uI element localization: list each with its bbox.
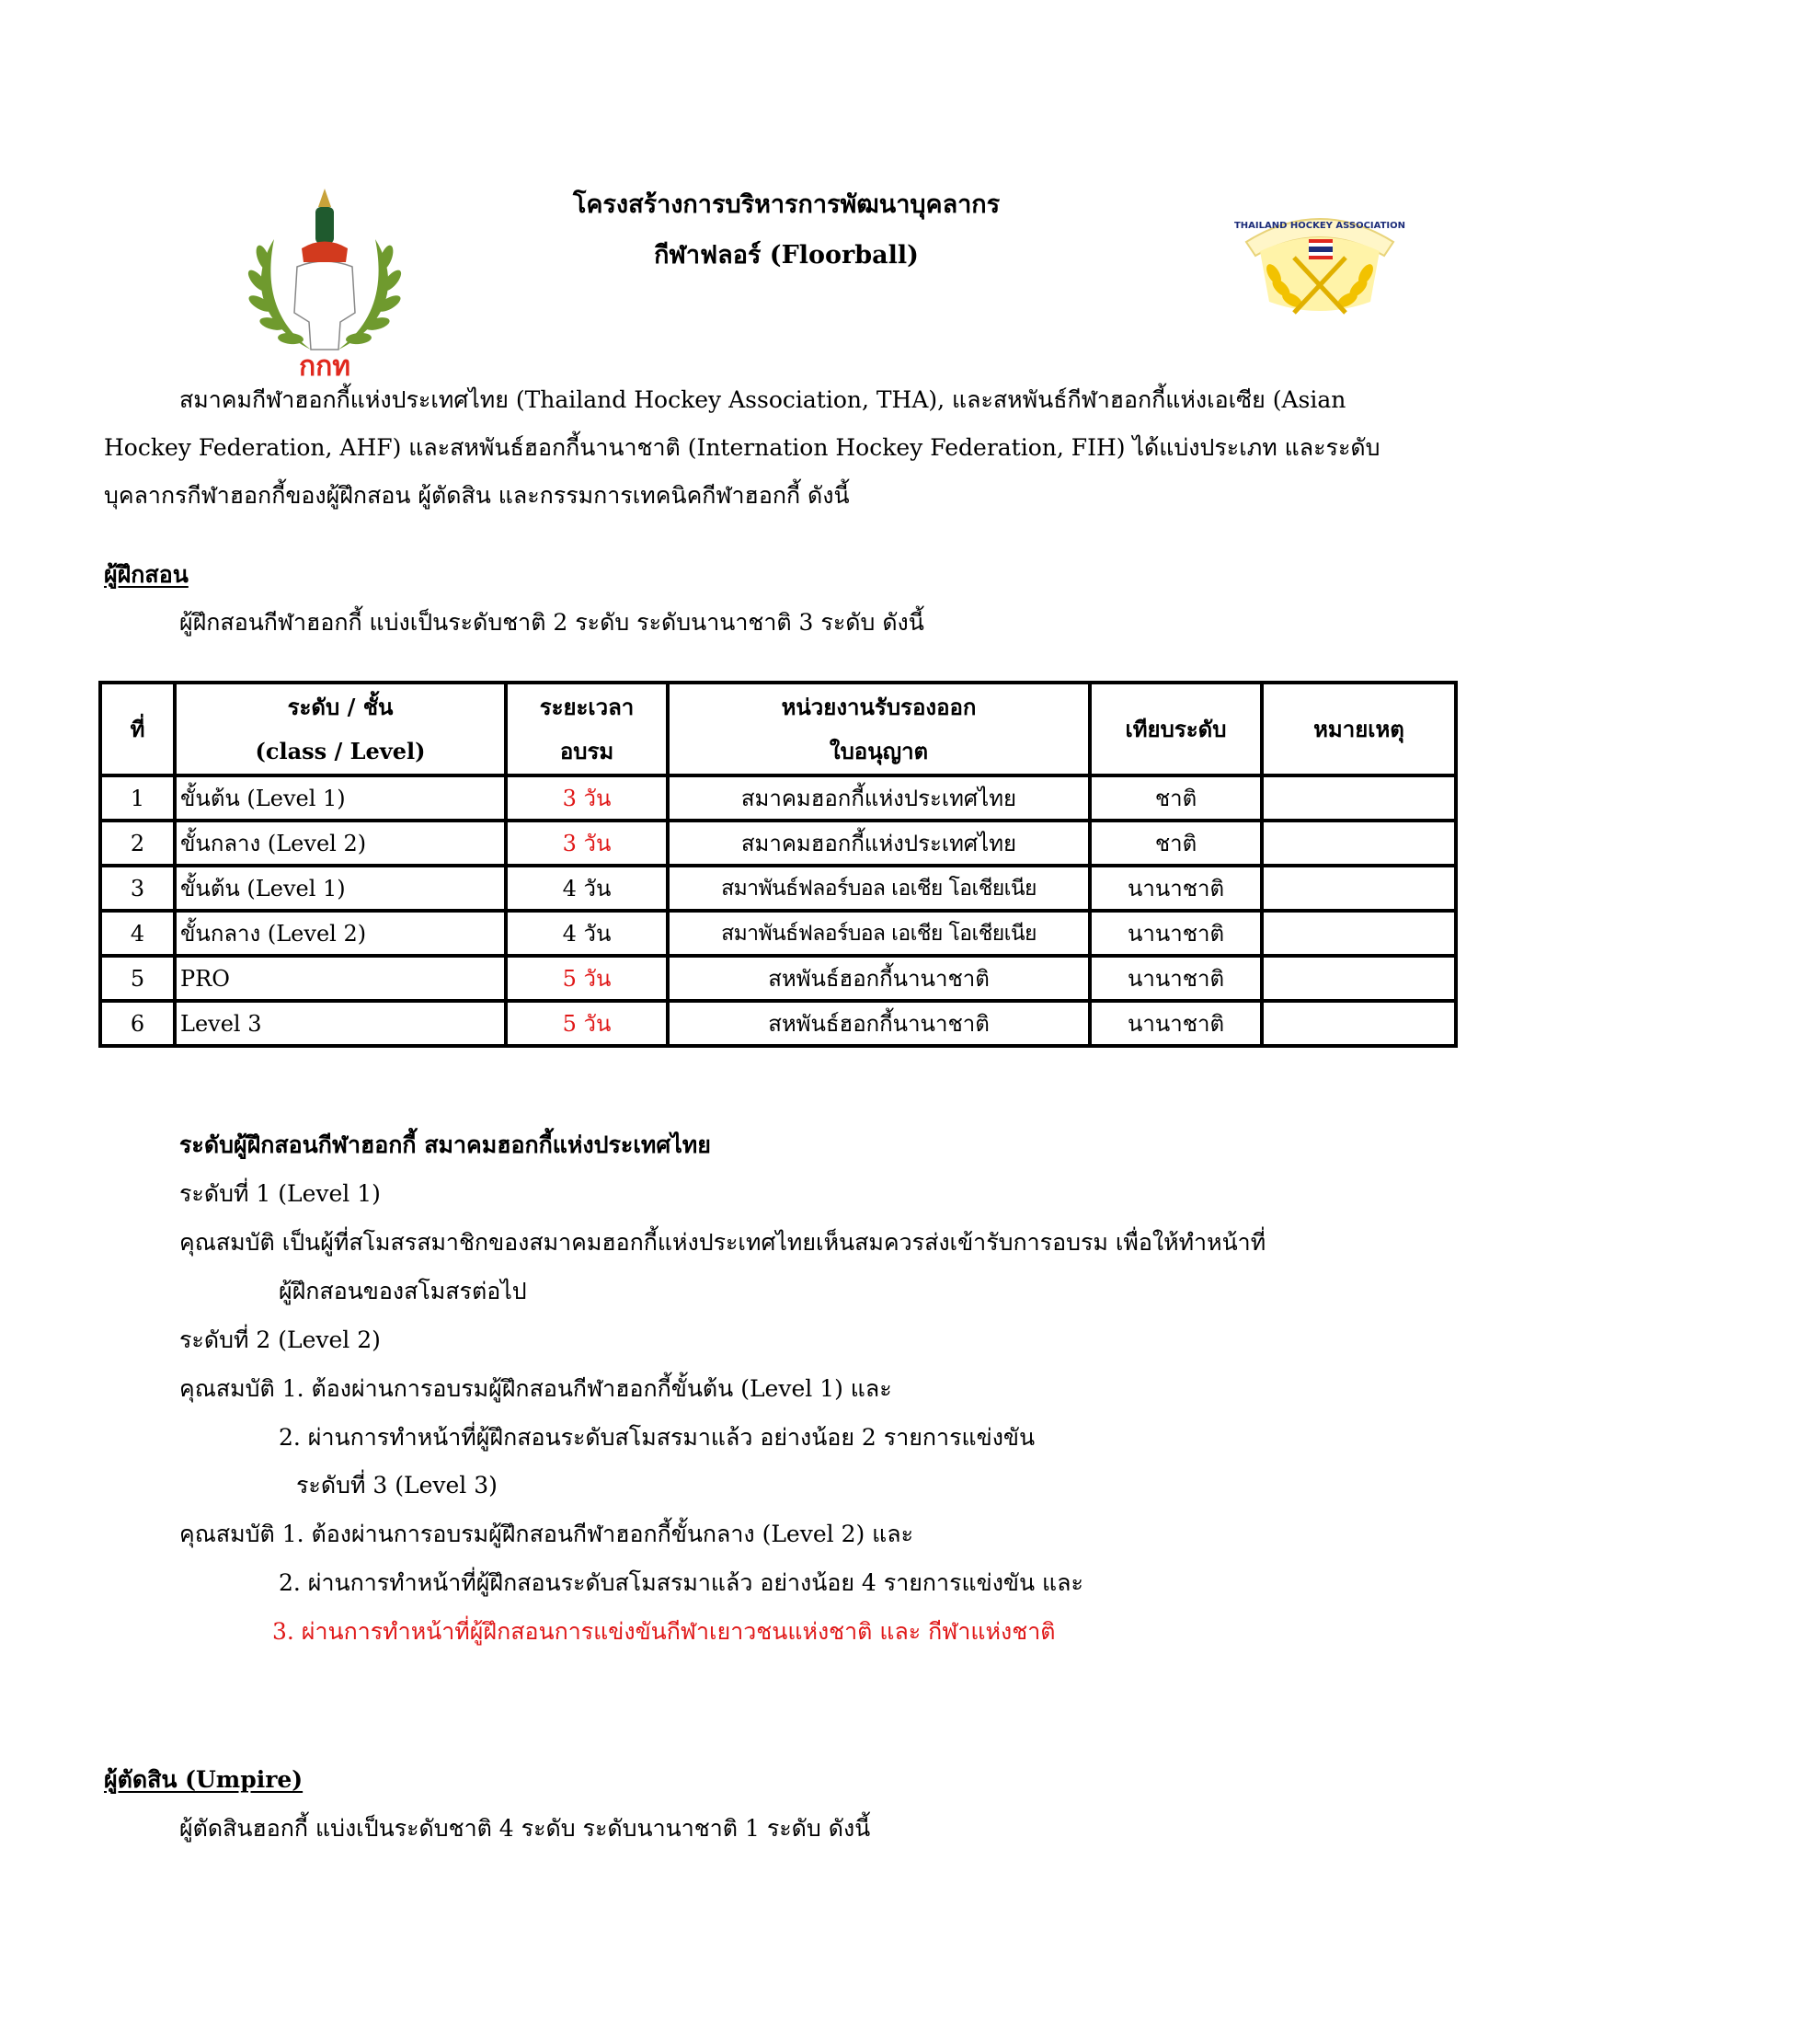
coach-levels-table	[98, 681, 1458, 1048]
cell-level: PRO	[175, 956, 506, 1001]
header-level-line1: ระดับ / ชั้น	[287, 693, 394, 720]
cell-agency: สมาพันธ์ฟลอร์บอล เอเชีย โอเชียเนีย	[668, 866, 1090, 911]
cell-no: 3	[100, 866, 175, 911]
cell-no: 1	[100, 775, 175, 821]
header-duration-line2: อบรม	[559, 737, 614, 764]
level3-qualification-2: 2. ผ่านการทำหน้าที่ผู้ฝึกสอนระดับสโมสรมาแล้ว อย่างน้อย 4 รายการแข่งขัน และ	[279, 1569, 1083, 1596]
umpire-heading: ผู้ตัดสิน (Umpire)	[104, 1766, 304, 1793]
cell-agency: สมาพันธ์ฟลอร์บอล เอเชีย โอเชียเนีย	[668, 911, 1090, 956]
level2-title: ระดับที่ 2 (Level 2)	[179, 1326, 381, 1353]
cell-equivalent: นานาชาติ	[1090, 866, 1262, 911]
cell-remark	[1262, 911, 1456, 956]
cell-remark	[1262, 866, 1456, 911]
intro-line-1: สมาคมกีฬาฮอกกี้แห่งประเทศไทย (Thailand Hockey Association, THA), และสหพันธ์กีฬาฮอกกี้แห่งเอเซีย (Asian	[179, 386, 1346, 413]
cell-duration: 3 วัน	[506, 821, 668, 866]
page-subtitle: กีฬาฟลอร์ (Floorball)	[654, 241, 919, 270]
level1-qualification-line2: ผู้ฝึกสอนของสโมสรต่อไป	[279, 1278, 527, 1304]
cell-level: ขั้นกลาง (Level 2)	[175, 911, 506, 956]
level1-title: ระดับที่ 1 (Level 1)	[179, 1180, 381, 1207]
umpire-summary: ผู้ตัดสินฮอกกี้ แบ่งเป็นระดับชาติ 4 ระดับ ระดับนานาชาติ 1 ระดับ ดังนี้	[179, 1815, 871, 1842]
cell-equivalent: นานาชาติ	[1090, 911, 1262, 956]
cell-no: 5	[100, 956, 175, 1001]
header-agency-line1: หน่วยงานรับรองออก	[781, 693, 977, 720]
header-no: ที่	[100, 683, 175, 775]
cell-level: ขั้นต้น (Level 1)	[175, 775, 506, 821]
cell-duration: 4 วัน	[506, 911, 668, 956]
header-level-line2: (class / Level)	[255, 737, 426, 764]
table-row	[100, 1001, 1456, 1046]
cell-remark	[1262, 775, 1456, 821]
header-remark: หมายเหตุ	[1262, 683, 1456, 775]
cell-agency: สมาคมฮอกกี้แห่งประเทศไทย	[668, 775, 1090, 821]
header-equivalent: เทียบระดับ	[1090, 683, 1262, 775]
levels-heading: ระดับผู้ฝึกสอนกีฬาฮอกกี้ สมาคมฮอกกี้แห่งประเทศไทย	[179, 1131, 711, 1158]
level1-qualification-line1: คุณสมบัติ เป็นผู้ที่สโมสรสมาชิกของสมาคมฮอกกี้แห่งประเทศไทยเห็นสมควรส่งเข้ารับการอบรม เพื่อให้ทำหน้าที่	[179, 1229, 1266, 1256]
page-title: โครงสร้างการบริหารการพัฒนาบุคลากร	[572, 190, 1001, 219]
cell-duration: 3 วัน	[506, 775, 668, 821]
header-agency-line2: ใบอนุญาต	[829, 737, 929, 764]
cell-level: ขั้นต้น (Level 1)	[175, 866, 506, 911]
cell-agency: สหพันธ์ฮอกกี้นานาชาติ	[668, 1001, 1090, 1046]
tha-logo-text: THAILAND HOCKEY ASSOCIATION	[1233, 221, 1406, 231]
cell-duration: 4 วัน	[506, 866, 668, 911]
sat-logo	[246, 184, 403, 382]
table-row	[100, 911, 1456, 956]
table-row	[100, 956, 1456, 1001]
level3-qualification-3: 3. ผ่านการทำหน้าที่ผู้ฝึกสอนการแข่งขันกีฬาเยาวชนแห่งชาติ และ กีฬาแห่งชาติ	[272, 1618, 1056, 1645]
level3-qualification-1: คุณสมบัติ 1. ต้องผ่านการอบรมผู้ฝึกสอนกีฬาฮอกกี้ขั้นกลาง (Level 2) และ	[179, 1521, 914, 1547]
cell-no: 4	[100, 911, 175, 956]
table-row	[100, 866, 1456, 911]
cell-no: 2	[100, 821, 175, 866]
cell-equivalent: นานาชาติ	[1090, 1001, 1262, 1046]
header-duration-line1: ระยะเวลา	[539, 693, 635, 720]
cell-equivalent: นานาชาติ	[1090, 956, 1262, 1001]
level3-title: ระดับที่ 3 (Level 3)	[296, 1472, 498, 1499]
table-row	[100, 775, 1456, 821]
intro-line-3: บุคลากรกีฬาฮอกกี้ของผู้ฝึกสอน ผู้ตัดสิน และกรรมการเทคนิคกีฬาฮอกกี้ ดังนี้	[104, 482, 850, 509]
table-header-row	[100, 683, 1456, 775]
table-row	[100, 821, 1456, 866]
level2-qualification-1: คุณสมบัติ 1. ต้องผ่านการอบรมผู้ฝึกสอนกีฬาฮอกกี้ขั้นต้น (Level 1) และ	[179, 1375, 892, 1402]
cell-level: ขั้นกลาง (Level 2)	[175, 821, 506, 866]
coach-summary: ผู้ฝึกสอนกีฬาฮอกกี้ แบ่งเป็นระดับชาติ 2 ระดับ ระดับนานาชาติ 3 ระดับ ดังนี้	[179, 609, 924, 636]
level2-qualification-2: 2. ผ่านการทำหน้าที่ผู้ฝึกสอนระดับสโมสรมาแล้ว อย่างน้อย 2 รายการแข่งขัน	[279, 1424, 1036, 1451]
cell-duration: 5 วัน	[506, 1001, 668, 1046]
sat-logo-text: กกท	[298, 350, 351, 382]
cell-remark	[1262, 1001, 1456, 1046]
header-duration	[506, 683, 668, 775]
cell-equivalent: ชาติ	[1090, 775, 1262, 821]
cell-level: Level 3	[175, 1001, 506, 1046]
cell-duration: 5 วัน	[506, 956, 668, 1001]
cell-remark	[1262, 956, 1456, 1001]
cell-equivalent: ชาติ	[1090, 821, 1262, 866]
coach-heading: ผู้ฝึกสอน	[104, 561, 189, 588]
cell-remark	[1262, 821, 1456, 866]
tha-logo	[1228, 201, 1412, 320]
header-agency	[668, 683, 1090, 775]
cell-agency: สมาคมฮอกกี้แห่งประเทศไทย	[668, 821, 1090, 866]
cell-no: 6	[100, 1001, 175, 1046]
intro-line-2: Hockey Federation, AHF) และสหพันธ์ฮอกกี้นานาชาติ (Internation Hockey Federation, FIH) ได้แบ่งประเภท และระดับ	[104, 434, 1380, 461]
cell-agency: สหพันธ์ฮอกกี้นานาชาติ	[668, 956, 1090, 1001]
header-level	[175, 683, 506, 775]
